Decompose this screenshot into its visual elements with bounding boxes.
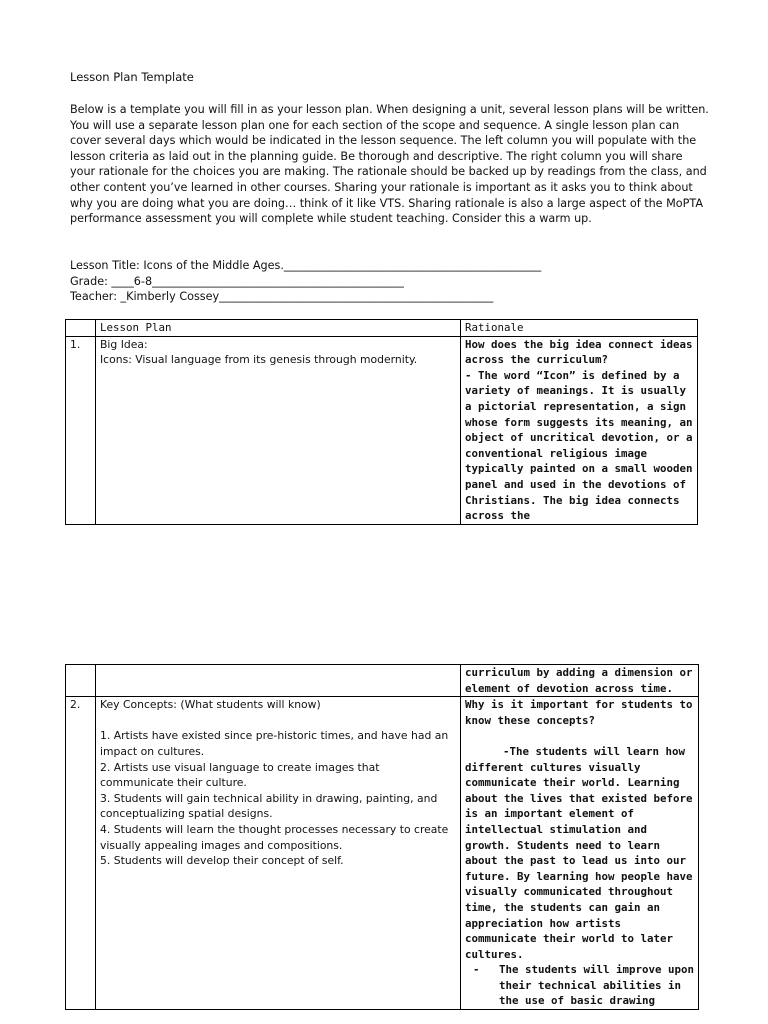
grade-line: Grade: ____6-8_____________________________________________ (70, 274, 404, 288)
big-idea-label: Big Idea: (100, 337, 148, 351)
big-idea-cell (96, 336, 461, 524)
bullet-text: The students will improve upon their technical abilities in the use of basic drawing (499, 963, 695, 1008)
row-number: 2. (66, 697, 96, 1010)
document-title: Lesson Plan Template (70, 70, 194, 84)
big-idea-text: Icons: Visual language from its genesis through modernity. (100, 353, 418, 367)
table-row (66, 336, 698, 524)
header-lesson-plan: Lesson Plan (96, 320, 461, 337)
key-concepts-rationale-cell (461, 697, 699, 1010)
key-concept-item: 1. Artists have existed since pre-historic times, and have had an impact on cultures. (100, 729, 449, 758)
continued-rationale: curriculum by adding a dimension or element of devotion across time. (461, 665, 699, 697)
teacher-line: Teacher: _Kimberly Cossey_________________________________________________ (70, 290, 494, 304)
intro-paragraph: Below is a template you will fill in as your lesson plan. When designing a unit, several lesson plans will be written. You will use a separate lesson plan one for each section of the scope and sequence. A single lesson plan can cover several days which would be indicated in the lesson sequence. The left column you will populate with the lesson criteria as laid out in the planning guide. Be thorough and descriptive. The right column you will share your rationale for the choices you are making. The rationale should be backed up by readings from the class, and other content you’ve learned in other courses. Sharing your rationale is important as it asks you to think about why you are doing what you are doing… think of it like VTS. Sharing rationale is also a large aspect of the MoPTA performance assessment you will complete while student teaching. Consider this a warm up. (70, 103, 709, 226)
header-rationale: Rationale (461, 320, 698, 337)
rationale-answer: -The students will learn how different cultures visually communicate their world. Learning about the lives that existed before is an important element of intellectual stimulation and growth. Students need to learn about the past to lead us into our future. By learning how people have visually communicated throughout time, the students can gain an appreciation how artists communicate their world to later cultures. (465, 744, 693, 961)
rationale-question: Why is it important for students to know these concepts? (465, 698, 693, 727)
key-concept-item: 5. Students will develop their concept of self. (100, 854, 344, 868)
rationale-bullet (465, 962, 694, 1009)
big-idea-rationale-cell (461, 336, 698, 524)
rationale-question: How does the big idea connect ideas across the curriculum? (465, 337, 693, 367)
key-concept-item: 2. Artists use visual language to create images that communicate their culture. (100, 760, 380, 790)
rationale-answer: - The word “Icon” is defined by a variety of meanings. It is usually a pictorial representation, a sign whose form suggests its meaning, an object of uncritical devotion, or a conventional religious image typically painted on a small wooden panel and used in the devotions of Christians. The big idea connects across the (465, 368, 693, 523)
continued-lesson-cell (96, 665, 461, 697)
continued-row (66, 665, 699, 697)
table-row (66, 697, 699, 1010)
key-concepts-label: Key Concepts: (What students will know) (100, 698, 321, 712)
lesson-plan-table-2 (65, 664, 699, 1010)
key-concepts-cell (96, 697, 461, 1010)
key-concept-item: 3. Students will gain technical ability in drawing, painting, and conceptualizing spatial designs. (100, 791, 438, 821)
lesson-title-line: Lesson Title: Icons of the Middle Ages.______________________________________________ (70, 259, 542, 272)
header-num-cell (66, 320, 96, 337)
continued-num-cell (66, 665, 96, 697)
lesson-plan-table-1 (65, 319, 698, 525)
lesson-meta (70, 258, 541, 305)
table-header-row (66, 320, 698, 337)
bullet-dash: - (473, 963, 480, 977)
key-concept-item: 4. Students will learn the thought processes necessary to create visually appealing images and compositions. (100, 822, 449, 852)
row-number: 1. (66, 336, 96, 524)
